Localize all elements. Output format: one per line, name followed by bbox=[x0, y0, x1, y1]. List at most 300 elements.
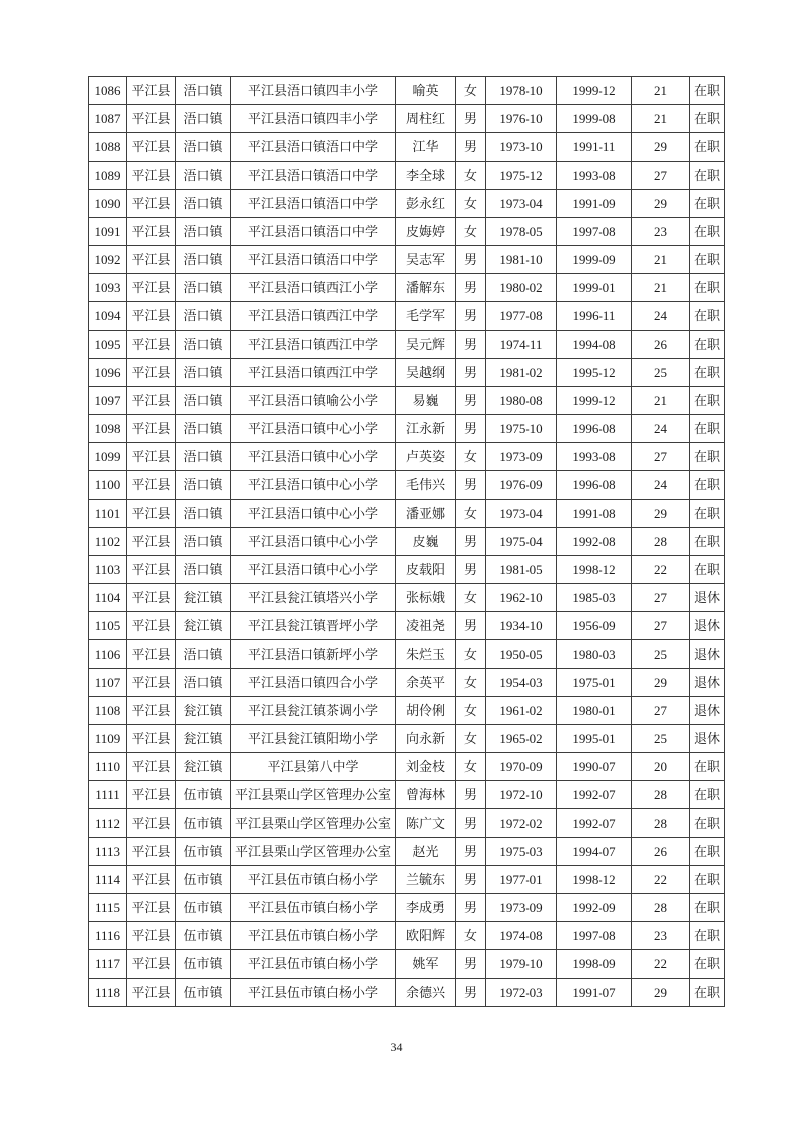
cell-school: 平江县浯口镇中心小学 bbox=[231, 443, 396, 471]
cell-id: 1109 bbox=[89, 724, 127, 752]
cell-gender: 男 bbox=[456, 555, 486, 583]
cell-id: 1092 bbox=[89, 246, 127, 274]
cell-birth-date: 1962-10 bbox=[486, 584, 557, 612]
table-row bbox=[89, 612, 725, 640]
cell-school: 平江县浯口镇中心小学 bbox=[231, 415, 396, 443]
cell-status: 退休 bbox=[690, 640, 725, 668]
cell-name: 吴越纲 bbox=[396, 358, 456, 386]
cell-name: 凌祖尧 bbox=[396, 612, 456, 640]
cell-status: 在职 bbox=[690, 358, 725, 386]
cell-county: 平江县 bbox=[127, 330, 176, 358]
cell-school: 平江县浯口镇西江中学 bbox=[231, 302, 396, 330]
cell-name: 潘亚娜 bbox=[396, 499, 456, 527]
cell-school: 平江县栗山学区管理办公室 bbox=[231, 781, 396, 809]
cell-school: 平江县第八中学 bbox=[231, 753, 396, 781]
cell-county: 平江县 bbox=[127, 640, 176, 668]
cell-gender: 女 bbox=[456, 696, 486, 724]
cell-status: 退休 bbox=[690, 612, 725, 640]
cell-gender: 男 bbox=[456, 893, 486, 921]
cell-status: 在职 bbox=[690, 274, 725, 302]
cell-start-date: 1998-12 bbox=[557, 555, 632, 583]
cell-start-date: 1991-08 bbox=[557, 499, 632, 527]
cell-id: 1100 bbox=[89, 471, 127, 499]
cell-birth-date: 1965-02 bbox=[486, 724, 557, 752]
cell-school: 平江县瓮江镇塔兴小学 bbox=[231, 584, 396, 612]
table-row bbox=[89, 724, 725, 752]
cell-status: 在职 bbox=[690, 527, 725, 555]
table-row bbox=[89, 443, 725, 471]
cell-school: 平江县伍市镇白杨小学 bbox=[231, 893, 396, 921]
cell-town: 伍市镇 bbox=[176, 893, 231, 921]
cell-county: 平江县 bbox=[127, 809, 176, 837]
cell-school: 平江县浯口镇浯口中学 bbox=[231, 161, 396, 189]
cell-start-date: 1985-03 bbox=[557, 584, 632, 612]
cell-school: 平江县瓮江镇晋坪小学 bbox=[231, 612, 396, 640]
cell-gender: 男 bbox=[456, 133, 486, 161]
table-row bbox=[89, 555, 725, 583]
cell-town: 浯口镇 bbox=[176, 415, 231, 443]
cell-status: 在职 bbox=[690, 865, 725, 893]
cell-years: 29 bbox=[632, 978, 690, 1007]
cell-id: 1091 bbox=[89, 217, 127, 245]
cell-county: 平江县 bbox=[127, 189, 176, 217]
cell-id: 1090 bbox=[89, 189, 127, 217]
cell-id: 1105 bbox=[89, 612, 127, 640]
cell-town: 浯口镇 bbox=[176, 555, 231, 583]
cell-town: 浯口镇 bbox=[176, 527, 231, 555]
page-number: 34 bbox=[390, 1040, 403, 1054]
cell-town: 伍市镇 bbox=[176, 950, 231, 978]
table-row bbox=[89, 865, 725, 893]
cell-start-date: 1999-08 bbox=[557, 105, 632, 133]
cell-gender: 女 bbox=[456, 668, 486, 696]
cell-birth-date: 1954-03 bbox=[486, 668, 557, 696]
cell-start-date: 1993-08 bbox=[557, 161, 632, 189]
cell-id: 1112 bbox=[89, 809, 127, 837]
table-row bbox=[89, 415, 725, 443]
cell-years: 22 bbox=[632, 555, 690, 583]
cell-start-date: 1996-08 bbox=[557, 471, 632, 499]
cell-county: 平江县 bbox=[127, 471, 176, 499]
table-row bbox=[89, 950, 725, 978]
cell-county: 平江县 bbox=[127, 77, 176, 105]
cell-id: 1095 bbox=[89, 330, 127, 358]
cell-name: 姚军 bbox=[396, 950, 456, 978]
cell-school: 平江县浯口镇西江中学 bbox=[231, 330, 396, 358]
cell-school: 平江县浯口镇中心小学 bbox=[231, 555, 396, 583]
cell-birth-date: 1977-08 bbox=[486, 302, 557, 330]
cell-birth-date: 1981-02 bbox=[486, 358, 557, 386]
cell-years: 27 bbox=[632, 161, 690, 189]
cell-birth-date: 1981-10 bbox=[486, 246, 557, 274]
cell-gender: 男 bbox=[456, 386, 486, 414]
cell-name: 吴志军 bbox=[396, 246, 456, 274]
cell-school: 平江县栗山学区管理办公室 bbox=[231, 809, 396, 837]
cell-start-date: 1980-01 bbox=[557, 696, 632, 724]
cell-years: 23 bbox=[632, 217, 690, 245]
cell-gender: 男 bbox=[456, 978, 486, 1007]
table-row bbox=[89, 978, 725, 1007]
cell-school: 平江县浯口镇新坪小学 bbox=[231, 640, 396, 668]
cell-school: 平江县浯口镇浯口中学 bbox=[231, 133, 396, 161]
cell-county: 平江县 bbox=[127, 696, 176, 724]
cell-start-date: 1980-03 bbox=[557, 640, 632, 668]
cell-name: 陈广文 bbox=[396, 809, 456, 837]
cell-years: 26 bbox=[632, 330, 690, 358]
cell-town: 浯口镇 bbox=[176, 386, 231, 414]
cell-school: 平江县伍市镇白杨小学 bbox=[231, 950, 396, 978]
cell-status: 在职 bbox=[690, 753, 725, 781]
cell-years: 28 bbox=[632, 781, 690, 809]
cell-years: 29 bbox=[632, 668, 690, 696]
cell-name: 余英平 bbox=[396, 668, 456, 696]
cell-start-date: 1993-08 bbox=[557, 443, 632, 471]
cell-birth-date: 1981-05 bbox=[486, 555, 557, 583]
cell-status: 在职 bbox=[690, 781, 725, 809]
cell-status: 在职 bbox=[690, 443, 725, 471]
cell-start-date: 1991-11 bbox=[557, 133, 632, 161]
cell-id: 1093 bbox=[89, 274, 127, 302]
roster-body bbox=[89, 77, 725, 1007]
cell-name: 潘解东 bbox=[396, 274, 456, 302]
cell-years: 25 bbox=[632, 358, 690, 386]
cell-gender: 女 bbox=[456, 922, 486, 950]
cell-id: 1088 bbox=[89, 133, 127, 161]
table-row bbox=[89, 922, 725, 950]
cell-start-date: 1999-09 bbox=[557, 246, 632, 274]
cell-years: 24 bbox=[632, 415, 690, 443]
table-row bbox=[89, 77, 725, 105]
cell-gender: 女 bbox=[456, 161, 486, 189]
table-row bbox=[89, 386, 725, 414]
cell-county: 平江县 bbox=[127, 865, 176, 893]
cell-status: 在职 bbox=[690, 189, 725, 217]
cell-town: 浯口镇 bbox=[176, 217, 231, 245]
cell-birth-date: 1979-10 bbox=[486, 950, 557, 978]
cell-birth-date: 1973-09 bbox=[486, 893, 557, 921]
cell-id: 1108 bbox=[89, 696, 127, 724]
cell-gender: 男 bbox=[456, 950, 486, 978]
cell-county: 平江县 bbox=[127, 584, 176, 612]
cell-name: 江华 bbox=[396, 133, 456, 161]
cell-birth-date: 1961-02 bbox=[486, 696, 557, 724]
teacher-roster-table bbox=[88, 76, 725, 1007]
cell-school: 平江县浯口镇西江中学 bbox=[231, 358, 396, 386]
cell-years: 28 bbox=[632, 527, 690, 555]
cell-status: 在职 bbox=[690, 77, 725, 105]
cell-years: 20 bbox=[632, 753, 690, 781]
cell-birth-date: 1950-05 bbox=[486, 640, 557, 668]
cell-name: 向永新 bbox=[396, 724, 456, 752]
cell-id: 1115 bbox=[89, 893, 127, 921]
cell-birth-date: 1973-04 bbox=[486, 499, 557, 527]
cell-id: 1089 bbox=[89, 161, 127, 189]
cell-town: 伍市镇 bbox=[176, 865, 231, 893]
table-row bbox=[89, 274, 725, 302]
cell-school: 平江县浯口镇喻公小学 bbox=[231, 386, 396, 414]
cell-start-date: 1990-07 bbox=[557, 753, 632, 781]
cell-years: 27 bbox=[632, 584, 690, 612]
cell-id: 1097 bbox=[89, 386, 127, 414]
cell-gender: 男 bbox=[456, 527, 486, 555]
cell-years: 21 bbox=[632, 77, 690, 105]
cell-county: 平江县 bbox=[127, 527, 176, 555]
cell-start-date: 1999-12 bbox=[557, 77, 632, 105]
cell-id: 1116 bbox=[89, 922, 127, 950]
cell-start-date: 1999-12 bbox=[557, 386, 632, 414]
cell-county: 平江县 bbox=[127, 922, 176, 950]
cell-name: 毛学军 bbox=[396, 302, 456, 330]
cell-town: 浯口镇 bbox=[176, 330, 231, 358]
cell-years: 27 bbox=[632, 443, 690, 471]
cell-id: 1103 bbox=[89, 555, 127, 583]
cell-birth-date: 1972-03 bbox=[486, 978, 557, 1007]
cell-id: 1101 bbox=[89, 499, 127, 527]
cell-start-date: 1956-09 bbox=[557, 612, 632, 640]
cell-id: 1086 bbox=[89, 77, 127, 105]
cell-id: 1106 bbox=[89, 640, 127, 668]
cell-county: 平江县 bbox=[127, 668, 176, 696]
cell-birth-date: 1975-10 bbox=[486, 415, 557, 443]
cell-years: 28 bbox=[632, 893, 690, 921]
cell-years: 27 bbox=[632, 696, 690, 724]
cell-town: 浯口镇 bbox=[176, 161, 231, 189]
cell-county: 平江县 bbox=[127, 217, 176, 245]
cell-birth-date: 1978-05 bbox=[486, 217, 557, 245]
cell-town: 浯口镇 bbox=[176, 640, 231, 668]
cell-status: 在职 bbox=[690, 415, 725, 443]
cell-school: 平江县浯口镇四丰小学 bbox=[231, 77, 396, 105]
cell-gender: 男 bbox=[456, 358, 486, 386]
cell-id: 1114 bbox=[89, 865, 127, 893]
cell-id: 1118 bbox=[89, 978, 127, 1007]
cell-years: 27 bbox=[632, 612, 690, 640]
cell-gender: 女 bbox=[456, 753, 486, 781]
cell-start-date: 1994-07 bbox=[557, 837, 632, 865]
cell-birth-date: 1976-10 bbox=[486, 105, 557, 133]
cell-town: 伍市镇 bbox=[176, 837, 231, 865]
cell-name: 皮娒婷 bbox=[396, 217, 456, 245]
cell-start-date: 1992-08 bbox=[557, 527, 632, 555]
cell-county: 平江县 bbox=[127, 978, 176, 1007]
cell-school: 平江县浯口镇浯口中学 bbox=[231, 189, 396, 217]
cell-status: 在职 bbox=[690, 978, 725, 1007]
cell-birth-date: 1975-03 bbox=[486, 837, 557, 865]
cell-status: 在职 bbox=[690, 105, 725, 133]
table-row bbox=[89, 189, 725, 217]
cell-birth-date: 1978-10 bbox=[486, 77, 557, 105]
cell-name: 毛伟兴 bbox=[396, 471, 456, 499]
cell-town: 瓮江镇 bbox=[176, 696, 231, 724]
cell-start-date: 1996-11 bbox=[557, 302, 632, 330]
cell-id: 1107 bbox=[89, 668, 127, 696]
cell-gender: 男 bbox=[456, 302, 486, 330]
cell-town: 浯口镇 bbox=[176, 499, 231, 527]
cell-years: 21 bbox=[632, 246, 690, 274]
cell-start-date: 1975-01 bbox=[557, 668, 632, 696]
cell-school: 平江县浯口镇四丰小学 bbox=[231, 105, 396, 133]
cell-status: 退休 bbox=[690, 668, 725, 696]
cell-school: 平江县伍市镇白杨小学 bbox=[231, 865, 396, 893]
cell-county: 平江县 bbox=[127, 415, 176, 443]
cell-school: 平江县瓮江镇阳坳小学 bbox=[231, 724, 396, 752]
cell-gender: 男 bbox=[456, 471, 486, 499]
cell-id: 1110 bbox=[89, 753, 127, 781]
cell-county: 平江县 bbox=[127, 837, 176, 865]
cell-status: 在职 bbox=[690, 386, 725, 414]
cell-school: 平江县浯口镇中心小学 bbox=[231, 499, 396, 527]
cell-county: 平江县 bbox=[127, 246, 176, 274]
cell-id: 1094 bbox=[89, 302, 127, 330]
cell-name: 周柱红 bbox=[396, 105, 456, 133]
cell-start-date: 1997-08 bbox=[557, 217, 632, 245]
cell-status: 在职 bbox=[690, 471, 725, 499]
cell-years: 24 bbox=[632, 471, 690, 499]
cell-status: 在职 bbox=[690, 837, 725, 865]
cell-county: 平江县 bbox=[127, 555, 176, 583]
table-row bbox=[89, 893, 725, 921]
table-row bbox=[89, 161, 725, 189]
cell-name: 卢英姿 bbox=[396, 443, 456, 471]
cell-county: 平江县 bbox=[127, 386, 176, 414]
cell-years: 21 bbox=[632, 274, 690, 302]
cell-start-date: 1995-12 bbox=[557, 358, 632, 386]
cell-county: 平江县 bbox=[127, 950, 176, 978]
cell-years: 29 bbox=[632, 499, 690, 527]
cell-status: 退休 bbox=[690, 584, 725, 612]
table-row bbox=[89, 105, 725, 133]
cell-name: 张标娥 bbox=[396, 584, 456, 612]
cell-start-date: 1998-09 bbox=[557, 950, 632, 978]
cell-years: 26 bbox=[632, 837, 690, 865]
cell-town: 瓮江镇 bbox=[176, 753, 231, 781]
cell-id: 1096 bbox=[89, 358, 127, 386]
cell-start-date: 1997-08 bbox=[557, 922, 632, 950]
cell-town: 浯口镇 bbox=[176, 77, 231, 105]
cell-school: 平江县浯口镇西江小学 bbox=[231, 274, 396, 302]
cell-name: 喻英 bbox=[396, 77, 456, 105]
table-row bbox=[89, 584, 725, 612]
cell-start-date: 1998-12 bbox=[557, 865, 632, 893]
cell-birth-date: 1972-10 bbox=[486, 781, 557, 809]
cell-years: 21 bbox=[632, 386, 690, 414]
cell-gender: 女 bbox=[456, 499, 486, 527]
cell-id: 1113 bbox=[89, 837, 127, 865]
cell-town: 瓮江镇 bbox=[176, 612, 231, 640]
cell-name: 赵光 bbox=[396, 837, 456, 865]
cell-status: 在职 bbox=[690, 133, 725, 161]
cell-name: 朱烂玉 bbox=[396, 640, 456, 668]
table-row bbox=[89, 837, 725, 865]
table-row bbox=[89, 753, 725, 781]
cell-name: 皮载阳 bbox=[396, 555, 456, 583]
cell-years: 29 bbox=[632, 189, 690, 217]
cell-school: 平江县浯口镇中心小学 bbox=[231, 471, 396, 499]
cell-birth-date: 1973-10 bbox=[486, 133, 557, 161]
cell-county: 平江县 bbox=[127, 302, 176, 330]
cell-county: 平江县 bbox=[127, 358, 176, 386]
cell-gender: 男 bbox=[456, 274, 486, 302]
cell-status: 在职 bbox=[690, 330, 725, 358]
cell-id: 1117 bbox=[89, 950, 127, 978]
cell-id: 1102 bbox=[89, 527, 127, 555]
cell-birth-date: 1975-12 bbox=[486, 161, 557, 189]
cell-town: 伍市镇 bbox=[176, 922, 231, 950]
cell-start-date: 1992-09 bbox=[557, 893, 632, 921]
table-row bbox=[89, 668, 725, 696]
cell-id: 1099 bbox=[89, 443, 127, 471]
cell-gender: 女 bbox=[456, 189, 486, 217]
cell-name: 皮巍 bbox=[396, 527, 456, 555]
cell-town: 浯口镇 bbox=[176, 443, 231, 471]
cell-town: 浯口镇 bbox=[176, 133, 231, 161]
cell-county: 平江县 bbox=[127, 612, 176, 640]
cell-name: 吴元辉 bbox=[396, 330, 456, 358]
cell-gender: 女 bbox=[456, 724, 486, 752]
cell-town: 伍市镇 bbox=[176, 781, 231, 809]
table-row bbox=[89, 640, 725, 668]
cell-name: 李成勇 bbox=[396, 893, 456, 921]
cell-town: 瓮江镇 bbox=[176, 584, 231, 612]
cell-school: 平江县浯口镇中心小学 bbox=[231, 527, 396, 555]
cell-school: 平江县浯口镇四合小学 bbox=[231, 668, 396, 696]
cell-county: 平江县 bbox=[127, 133, 176, 161]
cell-gender: 男 bbox=[456, 781, 486, 809]
cell-school: 平江县浯口镇浯口中学 bbox=[231, 246, 396, 274]
cell-school: 平江县瓮江镇茶调小学 bbox=[231, 696, 396, 724]
cell-status: 在职 bbox=[690, 161, 725, 189]
cell-status: 在职 bbox=[690, 893, 725, 921]
cell-school: 平江县伍市镇白杨小学 bbox=[231, 978, 396, 1007]
cell-name: 余德兴 bbox=[396, 978, 456, 1007]
cell-status: 在职 bbox=[690, 555, 725, 583]
cell-years: 24 bbox=[632, 302, 690, 330]
cell-birth-date: 1934-10 bbox=[486, 612, 557, 640]
cell-gender: 女 bbox=[456, 77, 486, 105]
cell-town: 瓮江镇 bbox=[176, 724, 231, 752]
cell-birth-date: 1974-08 bbox=[486, 922, 557, 950]
cell-county: 平江县 bbox=[127, 893, 176, 921]
cell-status: 在职 bbox=[690, 809, 725, 837]
cell-years: 25 bbox=[632, 724, 690, 752]
cell-birth-date: 1976-09 bbox=[486, 471, 557, 499]
table-row bbox=[89, 499, 725, 527]
table-row bbox=[89, 527, 725, 555]
cell-years: 22 bbox=[632, 950, 690, 978]
cell-name: 李全球 bbox=[396, 161, 456, 189]
cell-name: 兰毓东 bbox=[396, 865, 456, 893]
cell-school: 平江县浯口镇浯口中学 bbox=[231, 217, 396, 245]
cell-gender: 女 bbox=[456, 217, 486, 245]
cell-county: 平江县 bbox=[127, 781, 176, 809]
cell-gender: 男 bbox=[456, 837, 486, 865]
cell-gender: 女 bbox=[456, 443, 486, 471]
cell-name: 易巍 bbox=[396, 386, 456, 414]
cell-school: 平江县伍市镇白杨小学 bbox=[231, 922, 396, 950]
cell-start-date: 1995-01 bbox=[557, 724, 632, 752]
cell-birth-date: 1972-02 bbox=[486, 809, 557, 837]
cell-years: 22 bbox=[632, 865, 690, 893]
cell-years: 28 bbox=[632, 809, 690, 837]
cell-start-date: 1991-07 bbox=[557, 978, 632, 1007]
cell-school: 平江县栗山学区管理办公室 bbox=[231, 837, 396, 865]
cell-status: 在职 bbox=[690, 302, 725, 330]
cell-name: 江永新 bbox=[396, 415, 456, 443]
cell-start-date: 1991-09 bbox=[557, 189, 632, 217]
cell-county: 平江县 bbox=[127, 161, 176, 189]
table-row bbox=[89, 217, 725, 245]
table-row bbox=[89, 358, 725, 386]
